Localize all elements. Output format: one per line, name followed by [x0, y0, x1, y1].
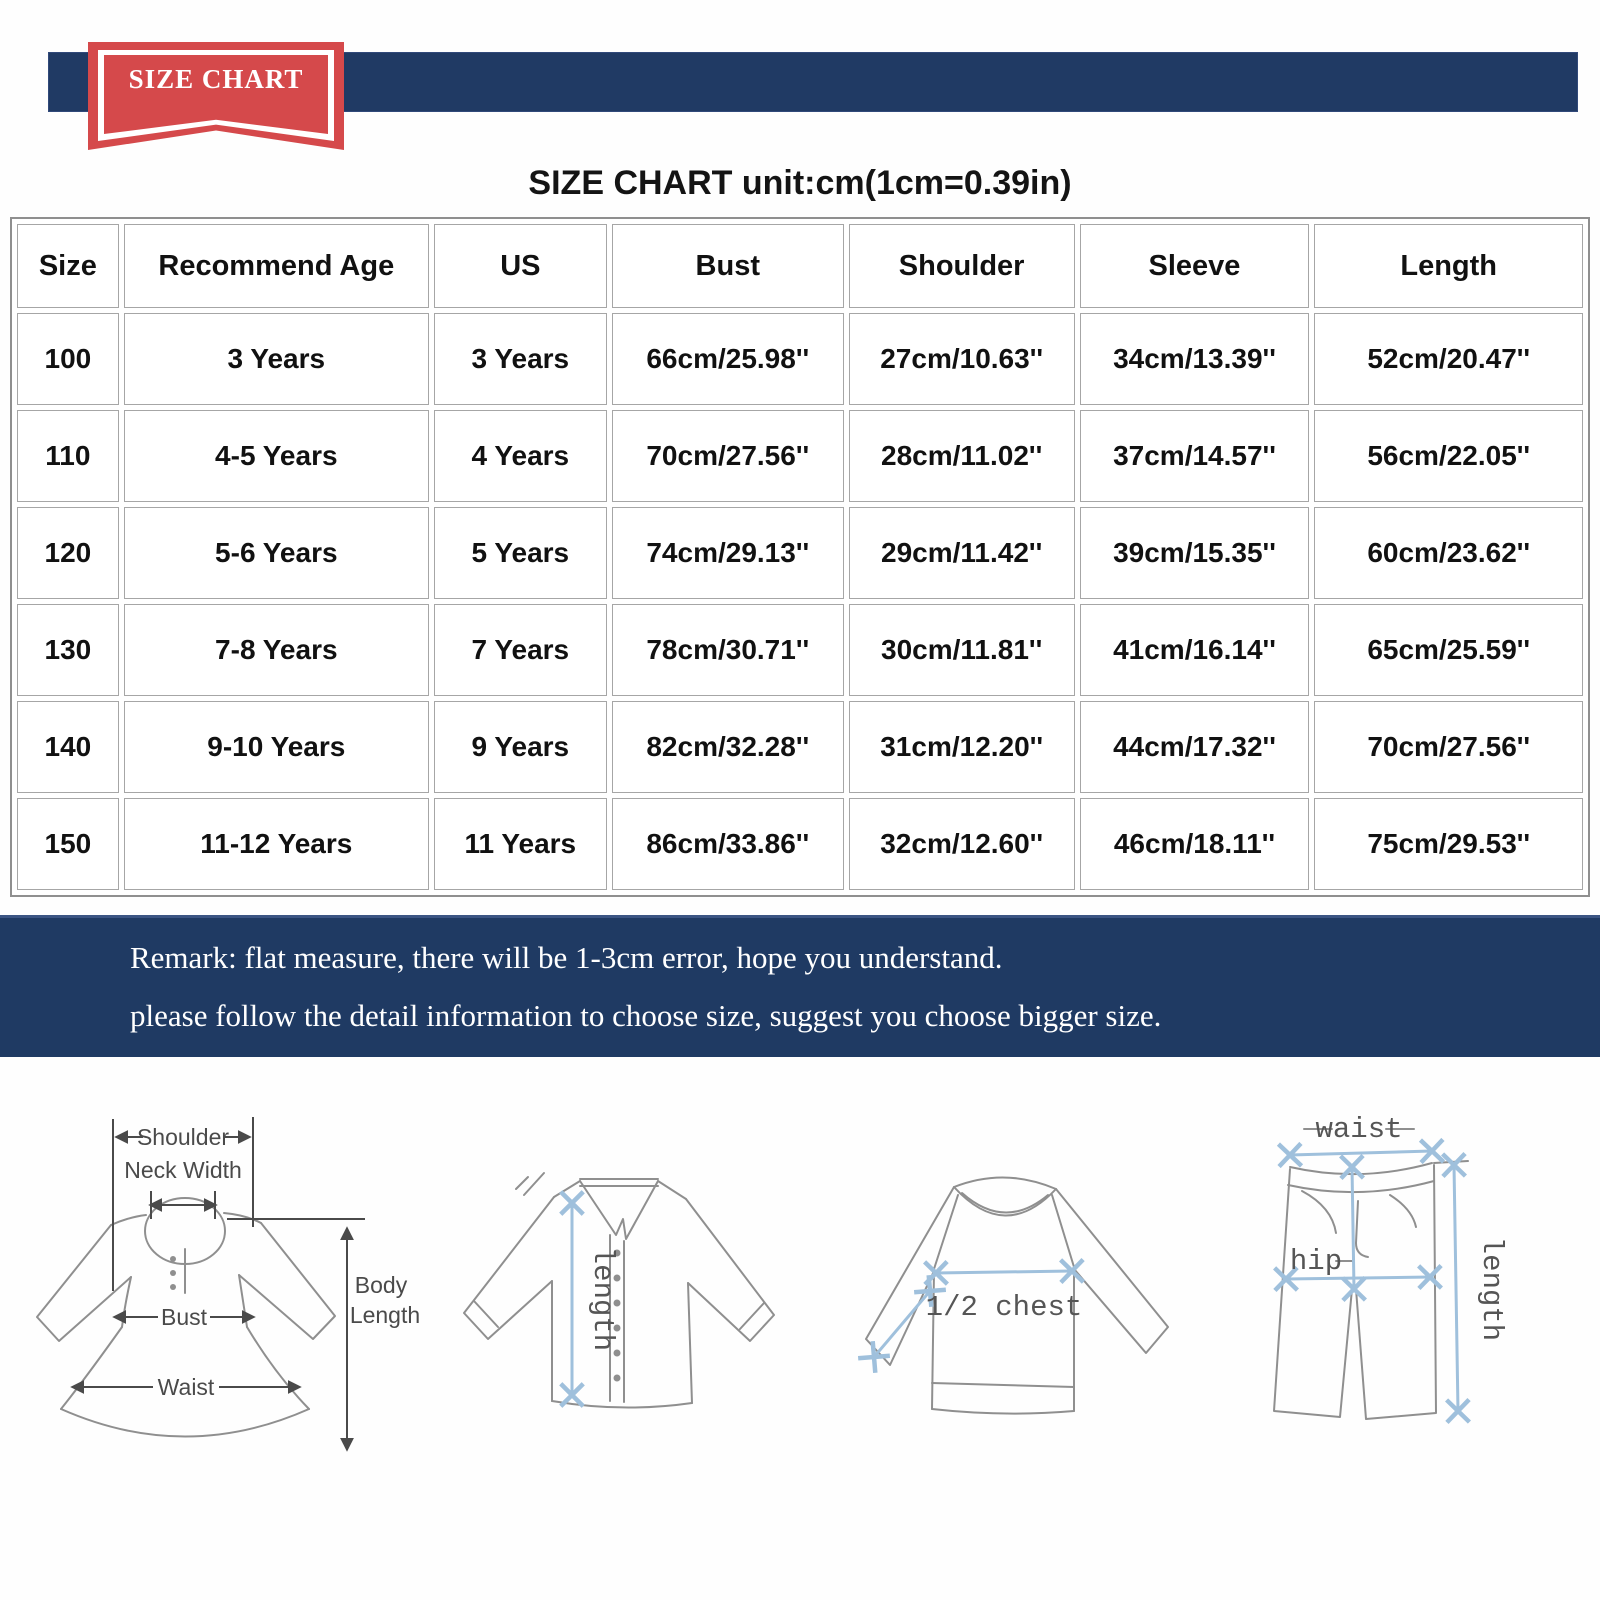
table-cell: 11 Years	[434, 798, 607, 890]
remark-line-2: please follow the detail information to choose size, suggest you choose bigger size.	[130, 998, 1162, 1033]
size-table	[10, 217, 1590, 897]
table-cell: 37cm/14.57''	[1080, 410, 1310, 502]
table-row	[17, 313, 1583, 405]
column-header-length: Length	[1314, 224, 1583, 308]
column-header-sleeve: Sleeve	[1080, 224, 1310, 308]
table-row	[17, 798, 1583, 890]
table-cell: 41cm/16.14''	[1080, 604, 1310, 696]
pants-hip-label: hip	[1289, 1245, 1343, 1278]
table-cell: 30cm/11.81''	[849, 604, 1075, 696]
table-cell: 86cm/33.86''	[612, 798, 844, 890]
table-row	[17, 410, 1583, 502]
table-cell: 5-6 Years	[124, 507, 429, 599]
dress-bust-label: Bust	[160, 1304, 208, 1330]
table-cell: 65cm/25.59''	[1314, 604, 1583, 696]
shirt-diagram	[430, 1101, 850, 1541]
sweatshirt-half-chest-label: 1/2 chest	[925, 1291, 1083, 1324]
column-header-size: Size	[17, 224, 119, 308]
table-cell: 120	[17, 507, 119, 599]
table-cell: 3 Years	[434, 313, 607, 405]
table-cell: 52cm/20.47''	[1314, 313, 1583, 405]
table-cell: 56cm/22.05''	[1314, 410, 1583, 502]
column-header-shoulder: Shoulder	[849, 224, 1075, 308]
table-cell: 34cm/13.39''	[1080, 313, 1310, 405]
table-cell: 70cm/27.56''	[612, 410, 844, 502]
table-cell: 150	[17, 798, 119, 890]
table-cell: 27cm/10.63''	[849, 313, 1075, 405]
dress-waist-label: Waist	[157, 1374, 215, 1400]
table-cell: 60cm/23.62''	[1314, 507, 1583, 599]
table-cell: 31cm/12.20''	[849, 701, 1075, 793]
table-cell: 3 Years	[124, 313, 429, 405]
remark-band	[0, 915, 1600, 1057]
table-cell: 78cm/30.71''	[612, 604, 844, 696]
page-title: SIZE CHART unit:cm(1cm=0.39in)	[528, 164, 1072, 202]
table-cell: 110	[17, 410, 119, 502]
table-cell: 5 Years	[434, 507, 607, 599]
table-cell: 28cm/11.02''	[849, 410, 1075, 502]
table-cell: 140	[17, 701, 119, 793]
table-header-row	[17, 224, 1583, 308]
table-cell: 46cm/18.11''	[1080, 798, 1310, 890]
table-cell: 29cm/11.42''	[849, 507, 1075, 599]
table-cell: 4-5 Years	[124, 410, 429, 502]
table-cell: 32cm/12.60''	[849, 798, 1075, 890]
table-cell: 7 Years	[434, 604, 607, 696]
dress-neck-width-label: Neck Width	[124, 1157, 242, 1183]
table-row	[17, 507, 1583, 599]
size-chart-ribbon	[88, 42, 344, 150]
table-row	[17, 604, 1583, 696]
column-header-bust: Bust	[612, 224, 844, 308]
dress-body-length-label: Length	[349, 1302, 421, 1328]
table-cell: 9 Years	[434, 701, 607, 793]
dress-buttons	[170, 1256, 176, 1290]
table-cell: 39cm/15.35''	[1080, 507, 1310, 599]
pants-length-label: length	[1475, 1236, 1508, 1342]
table-cell: 7-8 Years	[124, 604, 429, 696]
dress-body-length-label: Body	[354, 1272, 408, 1298]
table-cell: 66cm/25.98''	[612, 313, 844, 405]
ribbon-label: SIZE CHART	[128, 64, 304, 94]
column-header-recommend-age: Recommend Age	[124, 224, 429, 308]
column-header-us: US	[434, 224, 607, 308]
table-cell: 74cm/29.13''	[612, 507, 844, 599]
table-cell: 75cm/29.53''	[1314, 798, 1583, 890]
table-cell: 9-10 Years	[124, 701, 429, 793]
pants-diagram	[1240, 1075, 1590, 1555]
table-cell: 100	[17, 313, 119, 405]
table-cell: 44cm/17.32''	[1080, 701, 1310, 793]
table-row	[17, 701, 1583, 793]
measure-diagrams	[0, 1067, 1600, 1559]
top-banner	[0, 0, 1600, 158]
remark-line-1: Remark: flat measure, there will be 1-3cm error, hope you understand.	[130, 940, 1003, 975]
pants-waist-label: waist	[1315, 1113, 1403, 1146]
sweatshirt-diagram	[850, 1101, 1240, 1551]
table-cell: 4 Years	[434, 410, 607, 502]
table-cell: 130	[17, 604, 119, 696]
dress-shoulder-label: Shoulder	[136, 1124, 230, 1150]
table-cell: 70cm/27.56''	[1314, 701, 1583, 793]
shirt-length-label: length	[586, 1246, 619, 1352]
dress-diagram	[25, 1079, 430, 1559]
table-cell: 82cm/32.28''	[612, 701, 844, 793]
table-cell: 11-12 Years	[124, 798, 429, 890]
